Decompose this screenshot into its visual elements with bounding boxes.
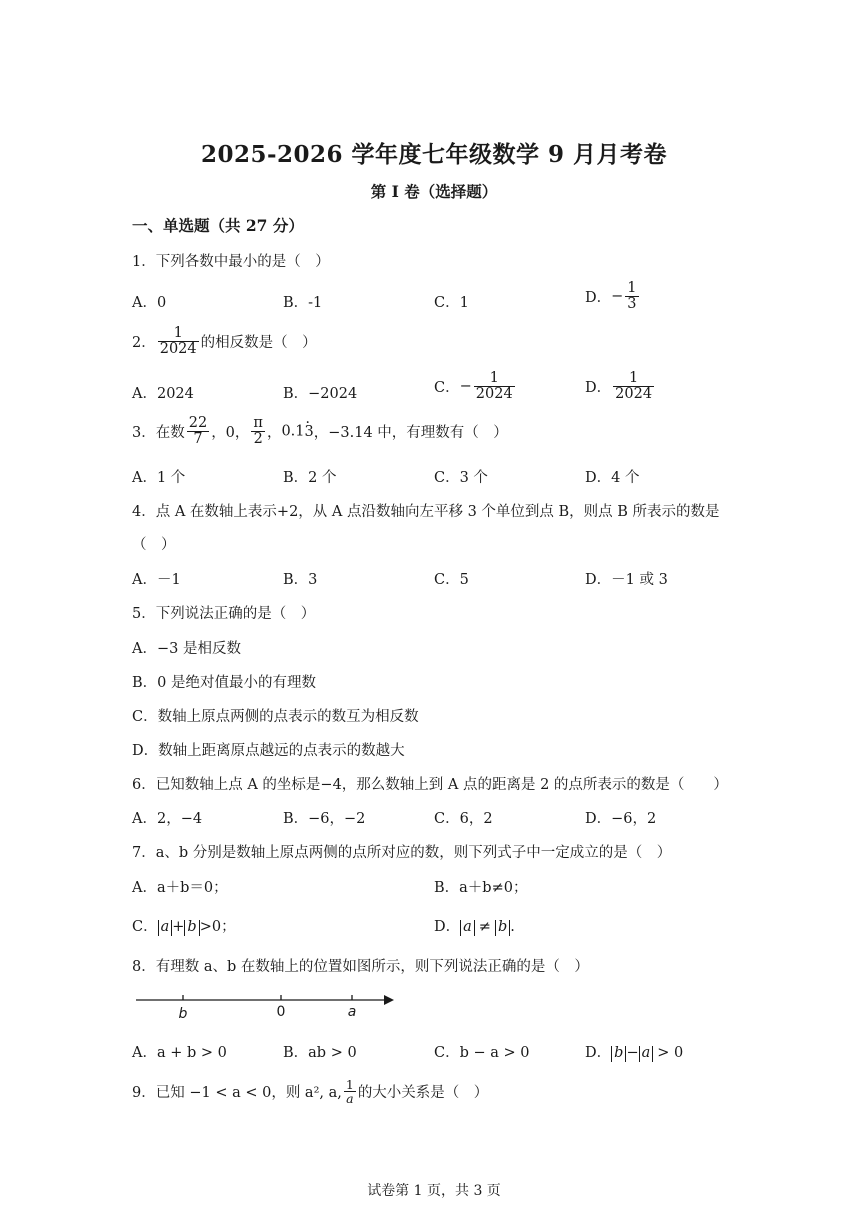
q1-d-sign: − <box>611 288 624 305</box>
q3-repeating-decimal <box>281 424 313 440</box>
q5-option-c[interactable]: C．数轴上原点两侧的点表示的数互为相反数 <box>132 709 419 725</box>
question-7-stem: 7．a、b 分别是数轴上原点两侧的点所对应的数，则下列式子中一定成立的是（ ） <box>132 845 672 861</box>
page-footer: 试卷第 1 页，共 3 页 <box>367 1183 501 1199</box>
q2-fraction <box>158 326 199 357</box>
q1-option-b[interactable]: B．-1 <box>283 295 323 311</box>
question-2-stem <box>132 326 317 357</box>
q7-c-abs-b: b <box>184 920 199 936</box>
q8-d-tail: > 0 <box>657 1045 684 1061</box>
section-heading: 一、单选题（共 27 分） <box>132 216 304 235</box>
q3-stem-tail: ，−3.14 中，有理数有（ ） <box>313 425 508 442</box>
q7-option-c[interactable] <box>132 915 236 936</box>
q6-option-c[interactable]: C．6，2 <box>434 811 493 827</box>
q2-denominator: 2024 <box>159 341 197 358</box>
q1-d-prefix: D． <box>585 290 612 307</box>
q9-stem-head: 9．已知 −1 < a < 0，则 a², a, <box>132 1085 342 1102</box>
number-line-figure <box>130 985 400 1025</box>
q2-c-numerator: 1 <box>474 371 515 387</box>
q2-d-denominator: 2024 <box>615 386 653 403</box>
q2-c-prefix: C． <box>434 380 460 397</box>
q7-d-abs-b: b <box>495 920 510 936</box>
q3-f2-denominator: 2 <box>253 431 263 448</box>
question-4-stem: 4．点 A 在数轴上表示+2，从 A 点沿数轴向左平移 3 个单位到点 B，则点 B 所表示的数是 <box>132 504 720 520</box>
q6-option-b[interactable]: B．−6，−2 <box>283 811 366 827</box>
q7-option-a[interactable]: A．a＋b＝0； <box>132 880 228 896</box>
q4-option-b[interactable]: B．3 <box>283 572 318 588</box>
q3-f1-denominator: 7 <box>193 431 203 448</box>
q2-numerator: 1 <box>158 326 199 342</box>
q7-option-b[interactable]: B．a＋b≠0； <box>434 880 528 896</box>
q7-d-tail: . <box>510 919 515 935</box>
q5-option-d[interactable]: D．数轴上距离原点越远的点表示的数越大 <box>132 743 405 759</box>
label-zero: 0 <box>276 1004 286 1020</box>
q4-option-d[interactable]: D．－1 或 3 <box>585 572 668 588</box>
q1-option-c[interactable]: C．1 <box>434 295 469 311</box>
q2-c-sign: − <box>459 378 472 395</box>
q4-option-c[interactable]: C．5 <box>434 572 469 588</box>
q2-option-b[interactable]: B．−2024 <box>283 386 358 402</box>
q9-denominator: a <box>346 1091 354 1107</box>
q6-option-d[interactable]: D．−6，2 <box>585 811 657 827</box>
q2-option-a[interactable]: A．2024 <box>132 386 194 402</box>
q7-c-tail: >0； <box>199 919 236 935</box>
q5-option-a[interactable]: A．−3 是相反数 <box>132 641 241 657</box>
q3-sep-2: ， <box>266 425 282 442</box>
q7-d-prefix: D． <box>434 919 461 935</box>
q5-option-b[interactable]: B．0 是绝对值最小的有理数 <box>132 675 316 691</box>
question-9-stem <box>132 1078 488 1105</box>
number-line-arrow <box>384 995 394 1005</box>
q9-numerator: 1 <box>345 1077 354 1092</box>
exam-title: 2025-2026 学年度七年级数学 9 月月考卷 <box>200 141 668 168</box>
q2-c-fraction <box>474 371 515 402</box>
q1-d-fraction <box>625 281 638 312</box>
q3-option-a[interactable]: A．1 个 <box>132 470 186 486</box>
question-3-stem <box>132 416 508 447</box>
q2-stem-tail: 的相反数是（ ） <box>200 335 317 352</box>
q2-d-numerator: 1 <box>613 371 654 387</box>
q7-c-plus: + <box>172 919 185 935</box>
q8-d-minus: − <box>626 1045 639 1061</box>
q8-d-abs-b: b <box>611 1046 626 1062</box>
question-8-stem: 8．有理数 a、b 在数轴上的位置如图所示，则下列说法正确的是（ ） <box>132 959 589 975</box>
q7-c-abs-a: a <box>158 920 173 936</box>
q7-c-prefix: C． <box>132 919 158 935</box>
q2-d-prefix: D． <box>585 380 612 397</box>
q3-rep-digit: 3 · <box>305 424 314 440</box>
q7-d-ne: ≠ <box>478 919 491 935</box>
q8-option-d[interactable] <box>585 1041 683 1062</box>
q8-option-b[interactable]: B．ab > 0 <box>283 1045 357 1061</box>
q8-d-abs-a: a <box>639 1046 654 1062</box>
label-b: b <box>178 1006 188 1022</box>
q7-option-d[interactable] <box>434 915 515 936</box>
q3-f1-numerator: 22 <box>188 415 208 431</box>
q3-option-b[interactable]: B．2 个 <box>283 470 337 486</box>
q8-option-c[interactable]: C．b − a > 0 <box>434 1045 530 1061</box>
q2-number: 2． <box>132 335 156 352</box>
q1-d-numerator: 1 <box>627 280 637 296</box>
q2-option-d[interactable] <box>585 371 656 402</box>
question-1-stem: 1．下列各数中最小的是（ ） <box>132 254 330 270</box>
question-5-stem: 5．下列说法正确的是（ ） <box>132 606 316 622</box>
q3-option-c[interactable]: C．3 个 <box>434 470 488 486</box>
q3-f2-numerator: π <box>253 415 263 431</box>
q3-sep-1: ，0， <box>211 425 250 442</box>
q6-option-a[interactable]: A．2，−4 <box>132 811 203 827</box>
paper-subtitle: 第 I 卷（选择题） <box>370 182 498 201</box>
q2-d-fraction <box>613 371 654 402</box>
q4-option-a[interactable]: A．－1 <box>132 572 181 588</box>
question-6-stem: 6．已知数轴上点 A 的坐标是−4，那么数轴上到 A 点的距离是 2 的点所表示的数是（ ） <box>132 777 728 793</box>
q8-option-a[interactable]: A．a + b > 0 <box>132 1045 227 1061</box>
q3-lead: 3．在数 <box>132 425 185 442</box>
q2-c-denominator: 2024 <box>475 386 513 403</box>
q2-option-c[interactable] <box>434 371 517 402</box>
q1-d-denominator: 3 <box>627 296 637 313</box>
q8-d-prefix: D． <box>585 1045 612 1061</box>
q9-fraction <box>344 1078 356 1105</box>
q1-option-a[interactable]: A．0 <box>132 295 167 311</box>
q3-rep-base: 0.1 <box>281 423 305 440</box>
q9-stem-tail: 的大小关系是（ ） <box>357 1085 489 1102</box>
q1-option-d[interactable] <box>585 281 641 312</box>
q7-d-abs-a: a <box>460 920 475 936</box>
question-4-stem-cont: （ ） <box>132 537 176 553</box>
q3-fraction-1 <box>187 416 209 447</box>
label-a: a <box>347 1004 357 1020</box>
q3-fraction-2 <box>251 416 265 447</box>
q3-option-d[interactable]: D．4 个 <box>585 470 640 486</box>
